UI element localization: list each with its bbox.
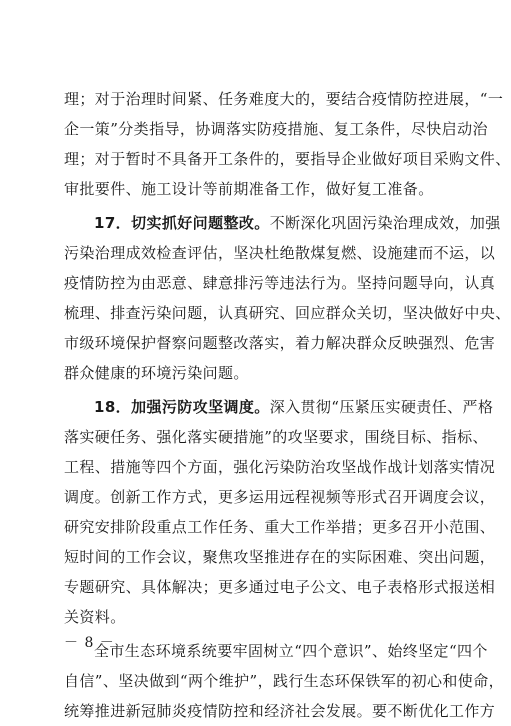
text-line (64, 392, 494, 422)
text-line: 群众健康的环境污染问题。 (64, 364, 249, 382)
text-line: 调度。创新工作方式，更多运用远程视频等形式召开调度会议， (64, 488, 496, 506)
section-heading-17: 17．切实抓好问题整改。 (94, 214, 270, 232)
section-heading-18: 18．加强污防攻坚调度。 (94, 398, 270, 416)
text-line: 自信”、坚决做到“两个维护”，践行生态环保铁军的初心和使命， (64, 672, 505, 690)
text-line: 疫情防控为由恶意、肆意排污等违法行为。坚持问题导向，认真 (64, 274, 496, 292)
text-line: 短时间的工作会议，聚焦攻坚推进存在的实际困难、突出问题， (64, 548, 496, 566)
text-line: 梳理、排查污染问题，认真研究、回应群众关切，坚决做好中央、 (64, 304, 511, 322)
text-line: 审批要件、施工设计等前期准备工作，做好复工准备。 (64, 180, 434, 198)
text-line: 全市生态环境系统要牢固树立“四个意识”、始终坚定“四个 (94, 642, 488, 660)
text-line: 工程、措施等四个方面，强化污染防治攻坚战作战计划落实情况 (64, 458, 496, 476)
body-text (64, 84, 511, 726)
text-line: 理；对于治理时间紧、任务难度大的，要结合疫情防控进展，“一 (64, 90, 504, 108)
text-line: 关资料。 (64, 608, 126, 626)
page-number: － 8 － (64, 635, 115, 651)
text-line: 研究安排阶段重点工作任务、重大工作举措；更多召开小范围、 (64, 518, 496, 536)
text-line: 企一策”分类指导，协调落实防疫措施、复工条件，尽快启动治 (64, 120, 488, 138)
text-line: 统筹推进新冠肺炎疫情防控和经济社会发展。要不断优化工作方 (64, 702, 496, 720)
text-line: 专题研究、具体解决；更多通过电子公文、电子表格形式报送相 (64, 578, 496, 596)
text-line: 市级环境保护督察问题整改落实，着力解决群众反映强烈、危害 (64, 334, 496, 352)
text-run: 深入贯彻“压紧压实硬责任、严格 (269, 398, 494, 416)
text-line: 理；对于暂时不具备开工条件的，要指导企业做好项目采购文件、 (64, 150, 511, 168)
text-run: 不断深化巩固污染治理成效，加强 (269, 214, 501, 232)
text-line: 落实硬任务、强化落实硬措施”的攻坚要求，围绕目标、指标、 (64, 428, 488, 446)
text-line: 污染治理成效检查评估，坚决杜绝散煤复燃、设施建而不运，以 (64, 244, 496, 262)
text-line (64, 208, 501, 238)
